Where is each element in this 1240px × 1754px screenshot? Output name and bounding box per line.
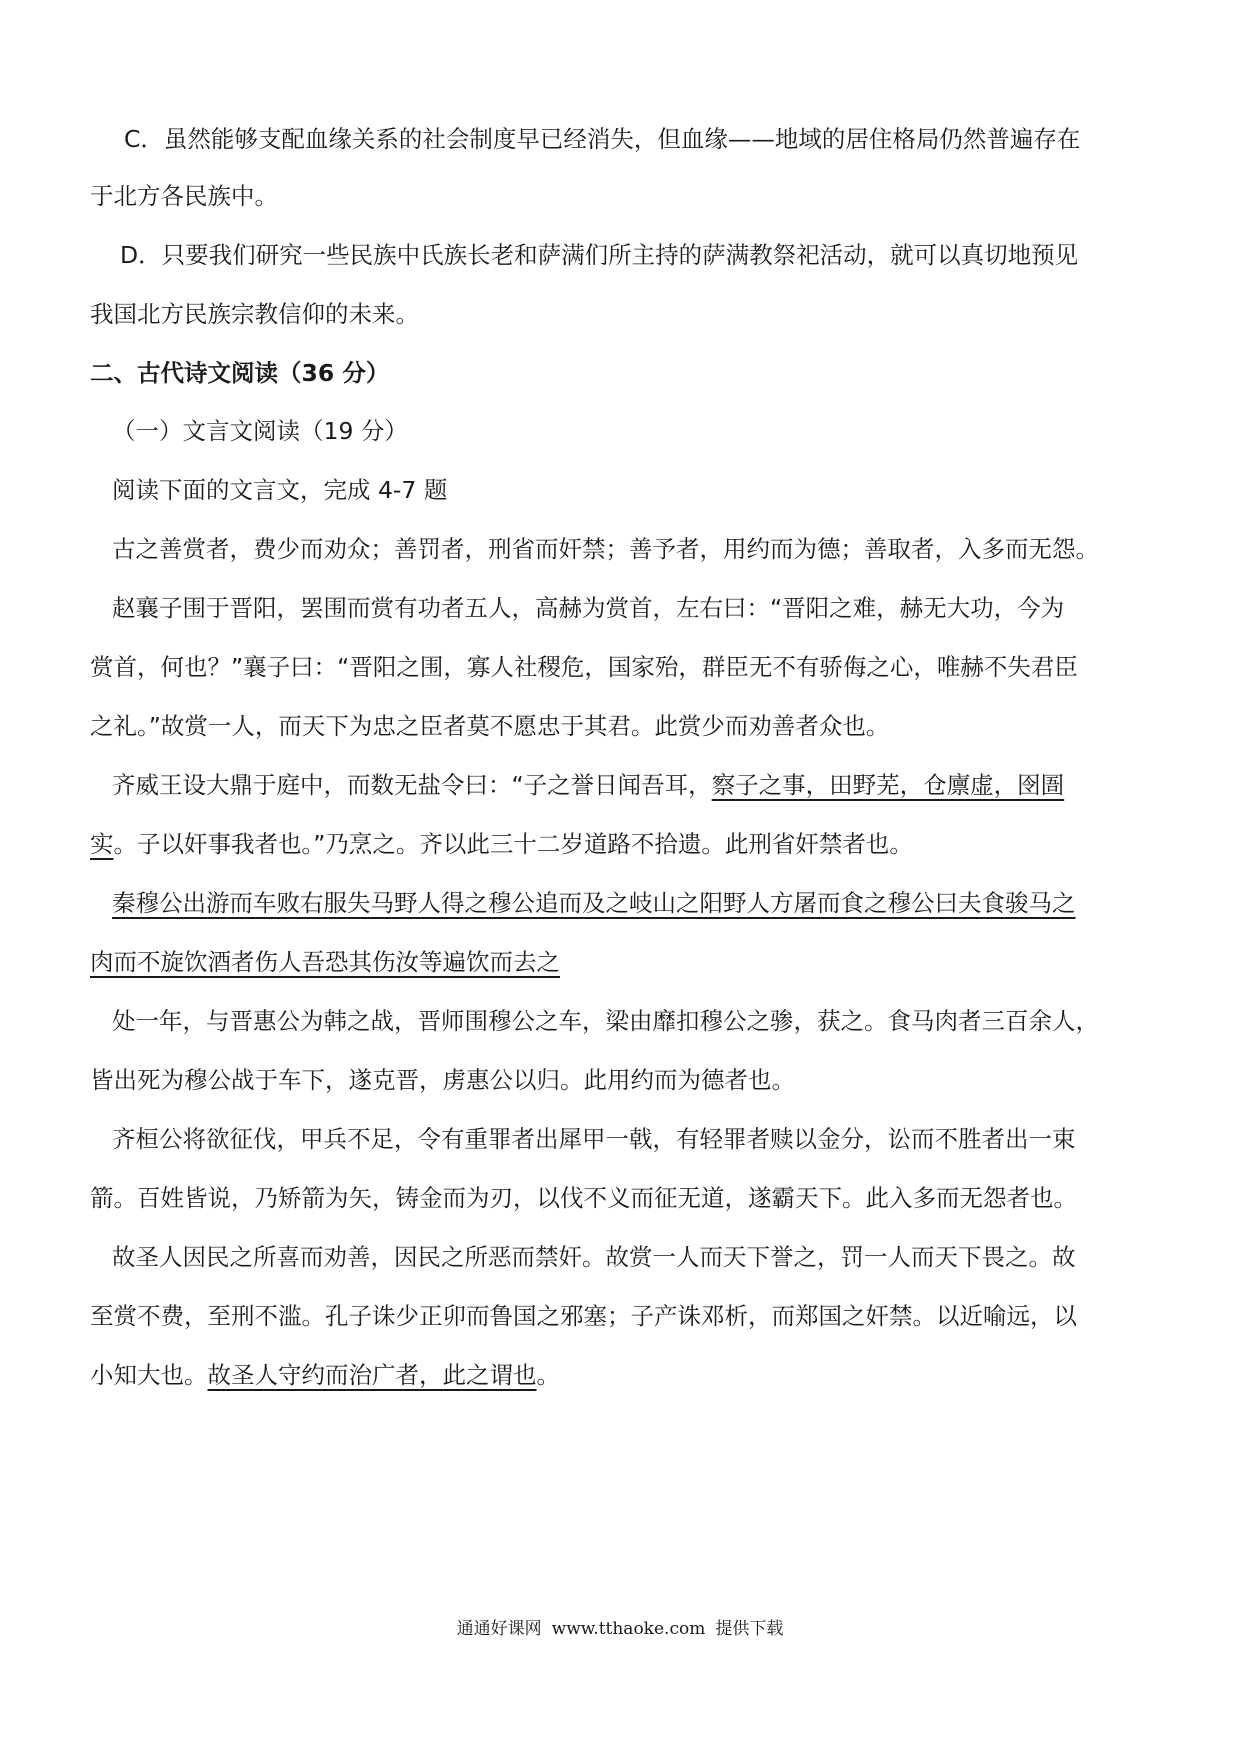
footer-suffix: 提供下载	[715, 1619, 784, 1639]
underlined-sentence-1: 察子之事，田野芜，仓廪虚，囹圄	[711, 771, 1065, 799]
passage-paragraph-2-line-3: 之礼。”故赏一人，而天下为忠之臣者莫不愿忠于其君。此赏少而劝善者众也。	[90, 712, 890, 740]
option-d-line-2: 我国北方民族宗教信仰的未来。	[90, 300, 419, 328]
passage-paragraph-1: 古之善赏者，费少而劝众；善罚者，刑省而奸禁；善予者，用约而为德；善取者，入多而无怨。	[112, 535, 1099, 563]
passage-paragraph-7-line-3	[90, 1358, 560, 1392]
paragraph-7-text-end: 。	[536, 1361, 560, 1389]
passage-paragraph-3-line-1	[112, 768, 1064, 802]
paragraph-3-text-end: 。子以奸事我者也。”乃烹之。齐以此三十二岁道路不拾遗。此刑省奸禁者也。	[113, 830, 913, 858]
option-d-line-1: D．只要我们研究一些民族中氏族长老和萨满们所主持的萨满教祭祀活动，就可以真切地预见	[120, 241, 1079, 269]
section-title: 二、古代诗文阅读（36 分）	[90, 359, 390, 387]
passage-paragraph-2-line-1: 赵襄子围于晋阳，罢围而赏有功者五人，高赫为赏首，左右曰：“晋阳之难，赫无大功，今为	[112, 594, 1065, 622]
option-c-line-1: C．虽然能够支配血缘关系的社会制度早已经消失，但血缘——地域的居住格局仍然普遍存在	[124, 125, 1081, 153]
underlined-sentence-1-end: 实	[90, 830, 114, 858]
passage-paragraph-5-line-2: 皆出死为穆公战于车下，遂克晋，虏惠公以归。此用约而为德者也。	[90, 1066, 795, 1094]
paragraph-3-text: 齐威王设大鼎于庭中，而数无盐令曰：“子之誉日闻吾耳，	[112, 771, 712, 799]
underlined-sentence-2: 故圣人守约而治广者，此之谓也	[207, 1361, 537, 1389]
footer-site-name: 通通好课网	[456, 1619, 542, 1639]
paragraph-7-text: 小知大也。	[90, 1361, 208, 1389]
passage-paragraph-2-line-2: 赏首，何也？”襄子曰：“晋阳之围，寡人社稷危，国家殆，群臣无不有骄侮之心，唯赫不失君臣	[90, 653, 1078, 681]
reading-instruction: 阅读下面的文言文，完成 4-7 题	[112, 476, 448, 504]
footer-url: www.tthaoke.com	[551, 1619, 706, 1639]
unpunctuated-passage-line-2: 肉而不旋饮酒者伤人吾恐其伤汝等遍饮而去之	[90, 948, 560, 976]
passage-paragraph-7-line-1: 故圣人因民之所喜而劝善，因民之所恶而禁奸。故赏一人而天下誉之，罚一人而天下畏之。故	[112, 1243, 1076, 1271]
passage-paragraph-3-line-2	[90, 827, 913, 861]
section-subtitle: （一）文言文阅读（19 分）	[112, 417, 408, 445]
passage-paragraph-5-line-1: 处一年，与晋惠公为韩之战，晋师围穆公之车，梁由靡扣穆公之骖，获之。食马肉者三百余人，	[112, 1007, 1099, 1035]
passage-paragraph-6-line-2: 箭。百姓皆说，乃矫箭为矢，铸金而为刃，以伐不义而征无道，遂霸天下。此入多而无怨者也。	[90, 1184, 1077, 1212]
option-c-line-2: 于北方各民族中。	[90, 182, 278, 210]
page-footer	[0, 1617, 1240, 1641]
passage-paragraph-7-line-2: 至赏不费，至刑不滥。孔子诛少正卯而鲁国之邪塞；子产诛邓析，而郑国之奸禁。以近喻远，以	[90, 1302, 1077, 1330]
unpunctuated-passage-line-1: 秦穆公出游而车败右服失马野人得之穆公追而及之岐山之阳野人方屠而食之穆公曰夫食骏马之	[112, 889, 1076, 917]
passage-paragraph-6-line-1: 齐桓公将欲征伐，甲兵不足，令有重罪者出犀甲一戟，有轻罪者赎以金分，讼而不胜者出一束	[112, 1125, 1076, 1153]
